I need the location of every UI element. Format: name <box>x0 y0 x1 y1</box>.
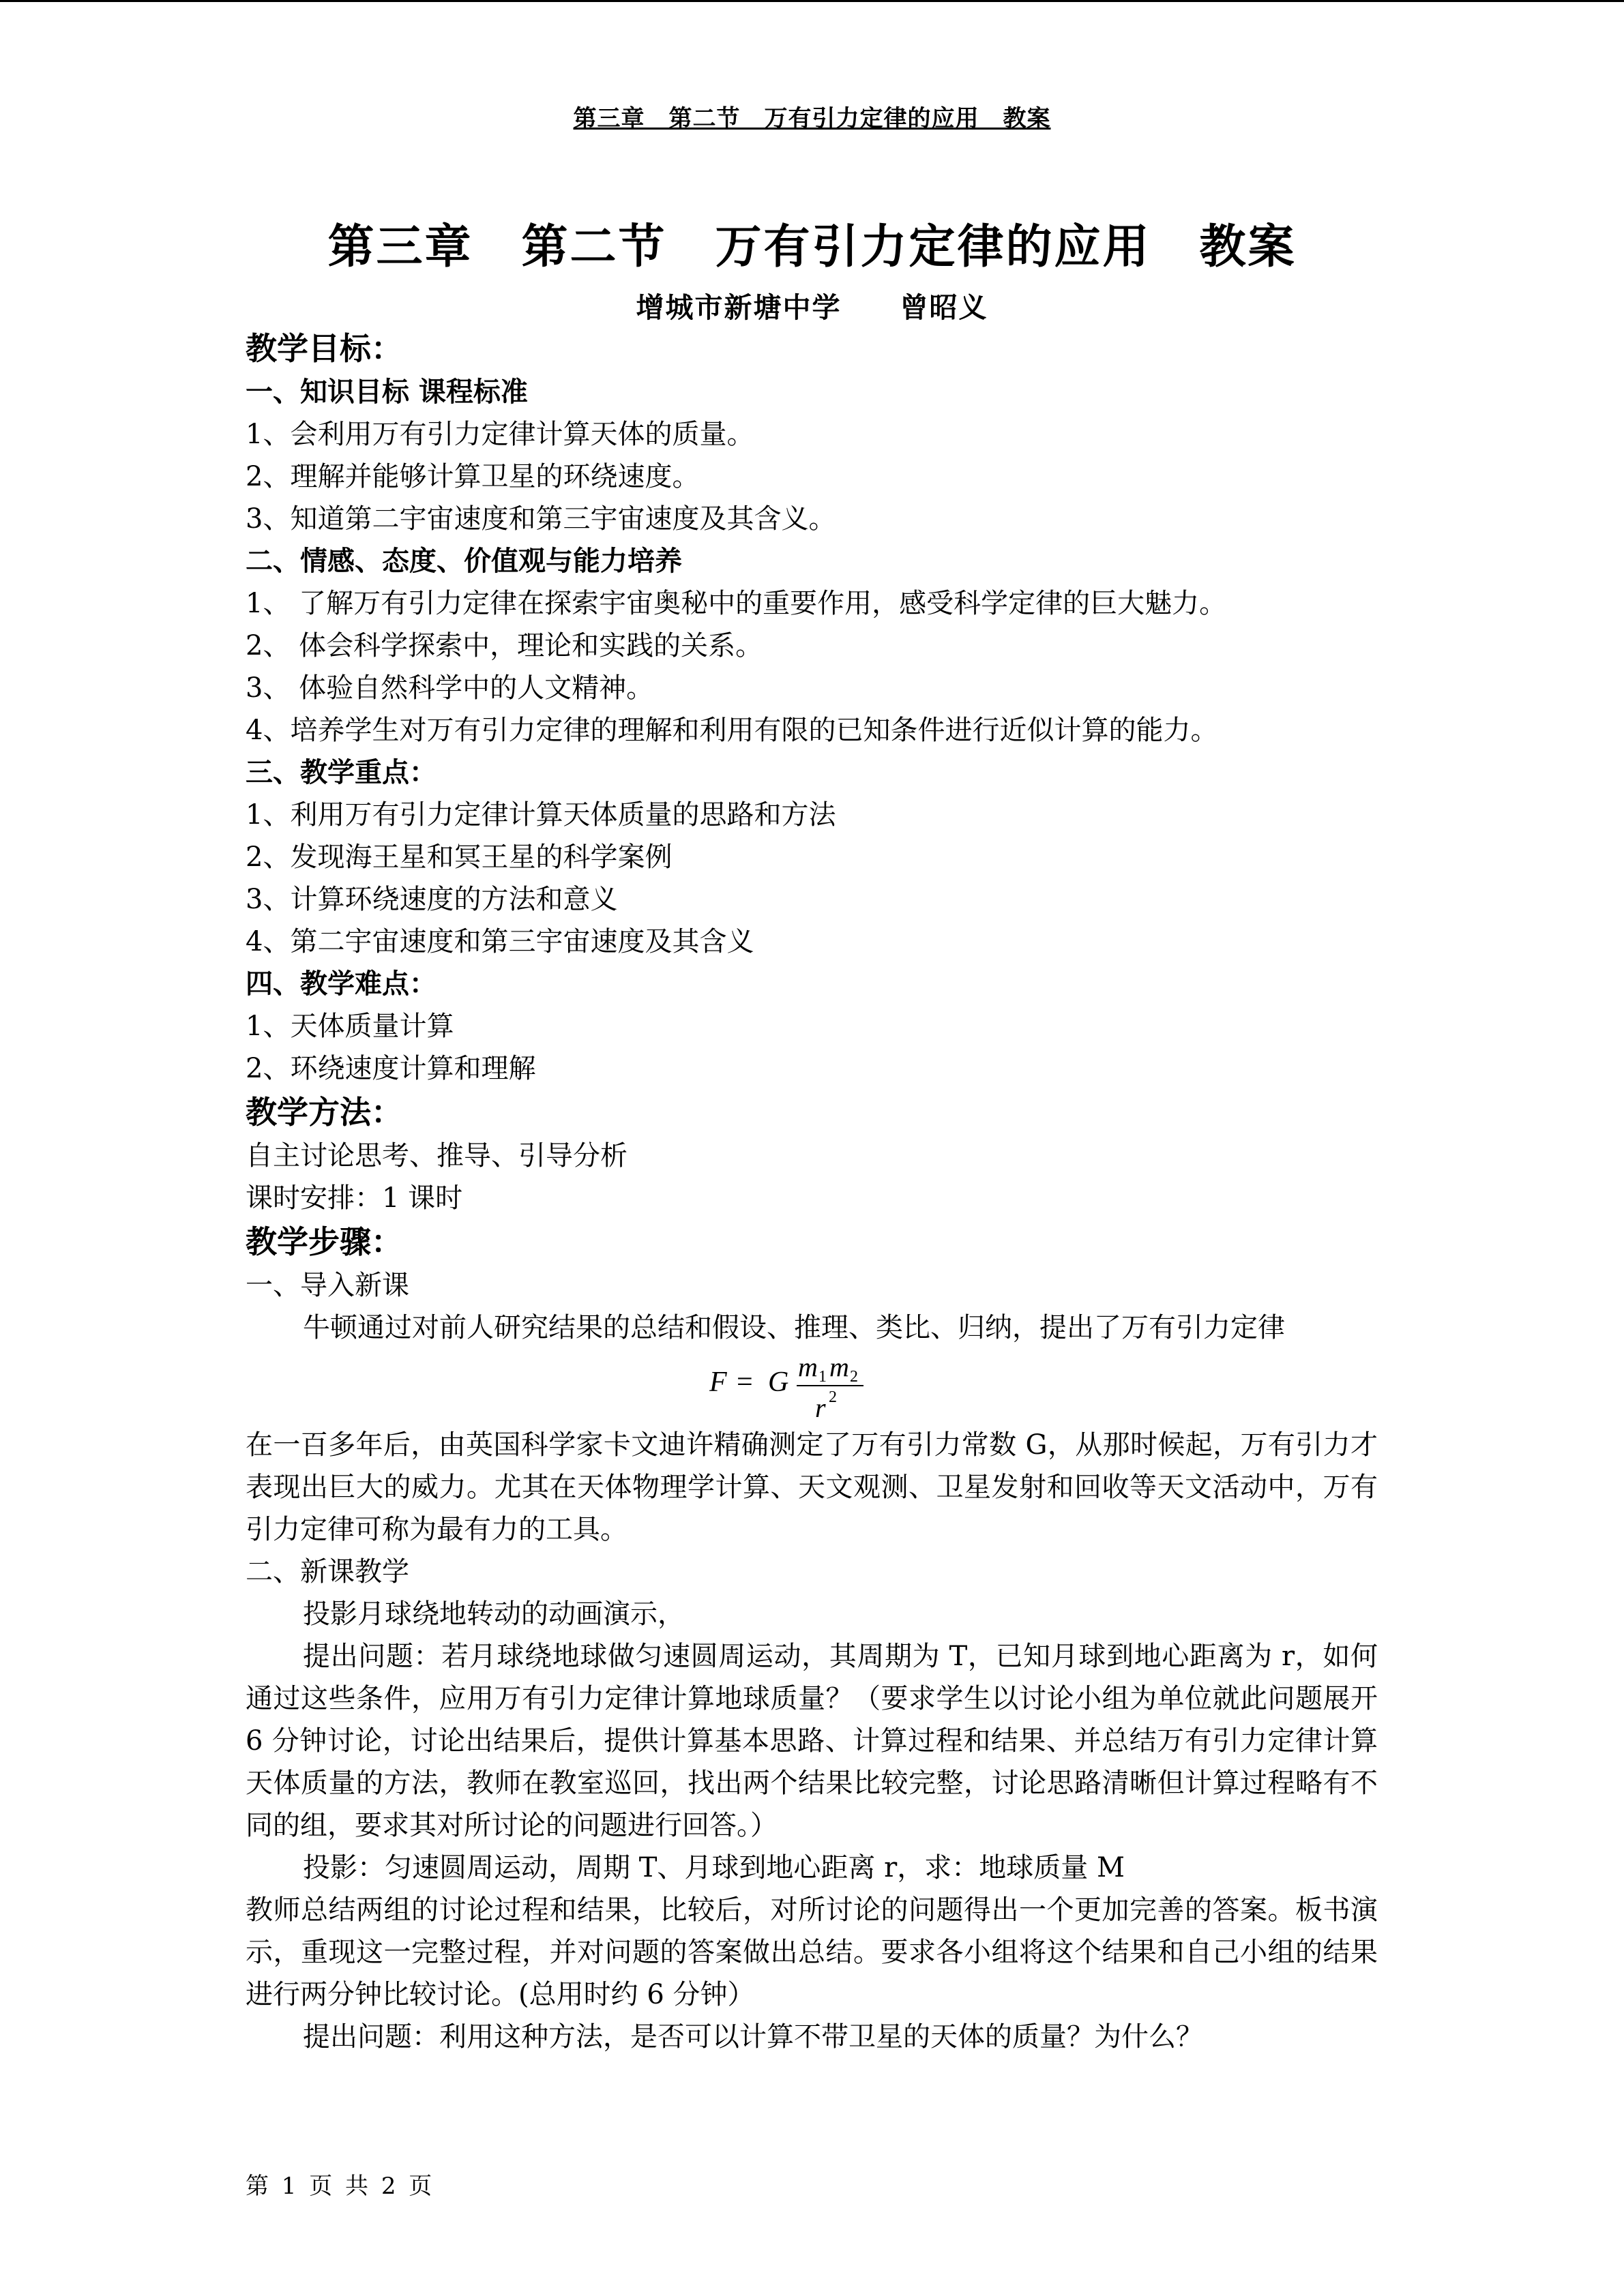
formula-g: G <box>768 1367 789 1398</box>
list-item: 2、发现海王星和冥王星的科学案例 <box>246 841 673 873</box>
document-author: 增城市新塘中学 曾昭义 <box>636 291 988 324</box>
running-header: 第三章 第二节 万有引力定律的应用 教案 <box>573 105 1051 132</box>
document-body <box>246 326 1378 2058</box>
gravitation-formula <box>246 1349 1378 1424</box>
key-points-heading: 三、教学重点： <box>246 756 437 788</box>
attitude-heading: 二、情感、态度、价值观与能力培养 <box>246 545 682 577</box>
formula-svg <box>709 1349 914 1424</box>
list-item: 2、 体会科学探索中，理论和实践的关系。 <box>246 630 763 661</box>
list-item: 3、计算环绕速度的方法和意义 <box>246 884 618 915</box>
paragraph: 提出问题：若月球绕地球做匀速圆周运动，其周期为 T，已知月球到地心距离为 r，如何通过这些条件，应用万有引力定律计算地球质量？（要求学生以讨论小组为单位就此问题展开 6 分钟讨论，讨论出结果后，提供计算基本思路、计算过程和结果、并总结万有引力定律计算天体质量的方法，教师在教室巡回，找出两个结果比较完整，讨论思路清晰但计算过程略有不同的组，要求其对所讨论的问题进行回答。） <box>246 1641 1378 1841</box>
paragraph: 教师总结两组的讨论过程和结果，比较后，对所讨论的问题得出一个更加完善的答案。板书演示，重现这一完整过程，并对问题的答案做出总结。要求各小组将这个结果和自己小组的结果进行两分钟比较讨论。(总用时约 6 分钟） <box>246 1894 1378 2010</box>
list-item: 3、 体验自然科学中的人文精神。 <box>246 672 654 704</box>
list-item: 4、培养学生对万有引力定律的理解和利用有限的已知条件进行近似计算的能力。 <box>246 715 1218 746</box>
steps-heading: 教学步骤： <box>246 1223 402 1260</box>
formula-m2: m <box>829 1352 849 1382</box>
list-item: 1、 了解万有引力定律在探索宇宙奥秘中的重要作用，感受科学定律的巨大魅力。 <box>246 588 1227 619</box>
list-item: 1、会利用万有引力定律计算天体的质量。 <box>246 419 754 450</box>
list-item: 1、利用万有引力定律计算天体质量的思路和方法 <box>246 799 836 831</box>
knowledge-heading: 一、知识目标 课程标准 <box>246 376 528 408</box>
schedule-text: 课时安排：1 课时 <box>246 1182 463 1214</box>
formula-m2-subscript: 2 <box>850 1368 858 1386</box>
methods-heading: 教学方法： <box>246 1094 402 1131</box>
difficulties-heading: 四、教学难点： <box>246 968 437 1000</box>
list-item: 4、第二宇宙速度和第三宇宙速度及其含义 <box>246 926 754 957</box>
goals-heading: 教学目标： <box>246 330 402 367</box>
methods-text: 自主讨论思考、推导、引导分析 <box>246 1140 628 1172</box>
document-title: 第三章 第二节 万有引力定律的应用 教案 <box>327 220 1297 274</box>
intro-after-text: 在一百多年后，由英国科学家卡文迪许精确测定了万有引力常数 G，从那时候起，万有引力才表现出巨大的威力。尤其在天体物理学计算、天文观测、卫星发射和回收等天文活动中，万有引力定律可称为最有力的工具。 <box>246 1429 1378 1545</box>
paragraph: 投影月球绕地转动的动画演示， <box>303 1598 685 1630</box>
paragraph: 提出问题：利用这种方法，是否可以计算不带卫星的天体的质量？为什么？ <box>303 2021 1203 2053</box>
list-item: 2、环绕速度计算和理解 <box>246 1053 536 1084</box>
page-footer: 第 1 页 共 2 页 <box>246 2173 435 2200</box>
intro-text: 牛顿通过对前人研究结果的总结和假设、推理、类比、归纳，提出了万有引力定律 <box>303 1312 1285 1343</box>
list-item: 3、知道第二宇宙速度和第三宇宙速度及其含义。 <box>246 503 836 535</box>
list-item: 2、理解并能够计算卫星的环绕速度。 <box>246 461 700 492</box>
list-item: 1、天体质量计算 <box>246 1011 454 1042</box>
new-lesson-heading: 二、新课教学 <box>246 1556 409 1587</box>
formula-m1-subscript: 1 <box>818 1368 827 1386</box>
formula-r: r <box>815 1392 826 1423</box>
paragraph: 投影：匀速圆周运动，周期 T、月球到地心距离 r，求：地球质量 M <box>303 1852 1125 1883</box>
formula-f: F <box>709 1367 727 1398</box>
intro-heading: 一、导入新课 <box>246 1270 409 1301</box>
formula-r-superscript: 2 <box>829 1388 837 1406</box>
formula-m1: m <box>798 1352 818 1382</box>
formula-equals: = <box>737 1367 753 1398</box>
